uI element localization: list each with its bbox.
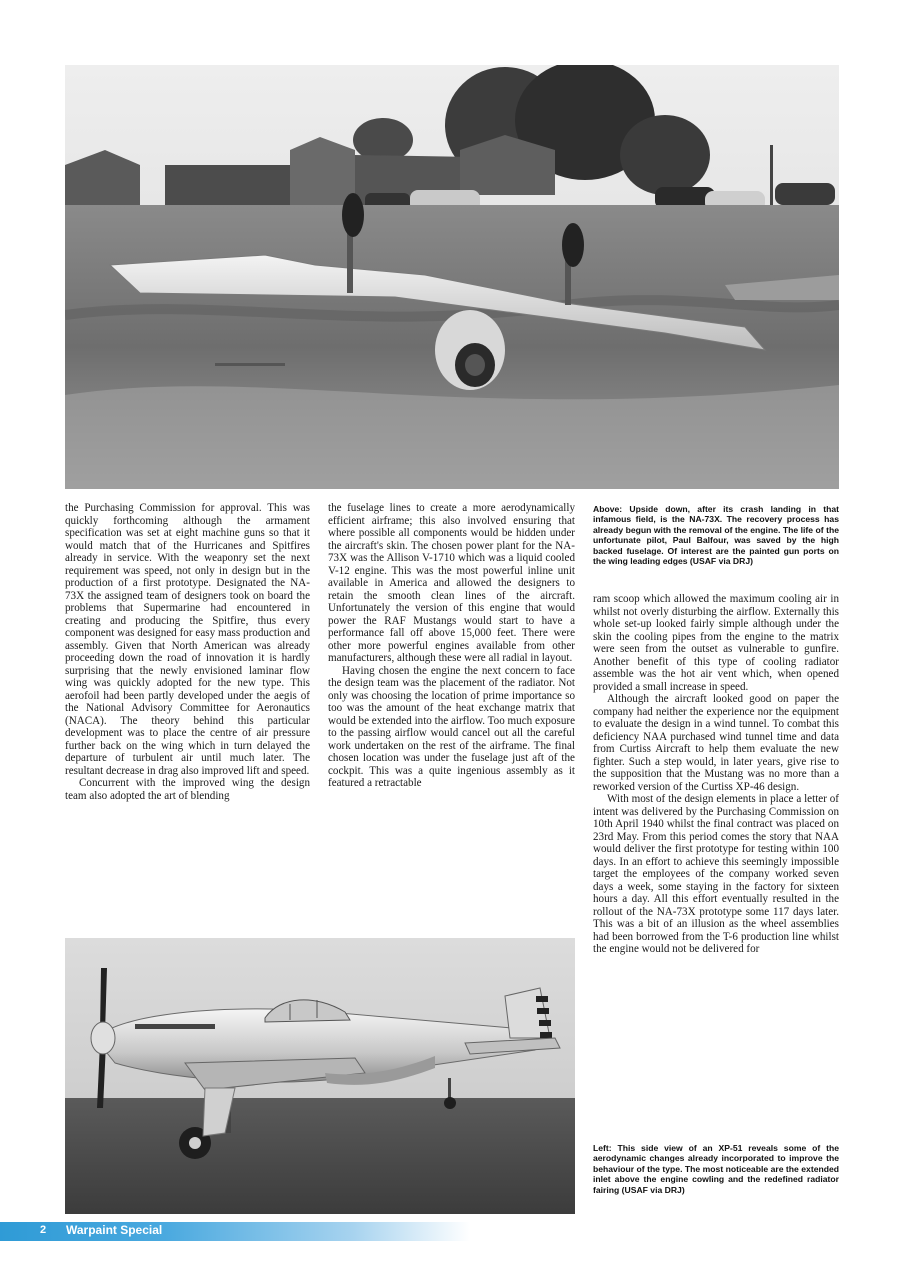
crashed-aircraft-photo [65,65,839,489]
xp-51-side-view-photo [65,938,575,1214]
paragraph: With most of the design elements in place a letter of intent was delivered by the Purchasing Commission on 10th April 1940 whilst the final contract was placed on 23rd May. From this period comes the story that NAA would deliver the first prototype for testing within 100 days. In an effort to achieve this seemingly impossible target the employees of the company worked seven days a week, some staying in the factory for sixteen hours a day. All this effort eventually resulted in the rollout of the NA-73X prototype some 117 days later. This was a bit of an illusion as the wheel assemblies had been borrowed from the T-6 production line whilst the engine would not be delivered for [593,793,839,955]
article-column-1 [65,502,310,802]
paragraph: ram scoop which allowed the maximum cooling air in whilst not overly disturbing the airflow. Externally this whole set-up looked fairly simple although under the skin the cooling pipes from the engine to the matrix were seen from the outset as vulnerable to gunfire. Another benefit of this type of cooling radiator assemble was the hot air vent which, when opened provided a small increase in speed. [593,593,839,693]
photo-caption-above: Above: Upside down, after its crash landing in that infamous field, is the NA-73X. The recovery process has already begun with the removal of the engine. The life of the unfortunate pilot, Paul Balfour, was saved by the high backed fuselage. Of interest are the painted gun ports on the wing leading edges (USAF via DRJ) [593,504,839,567]
paragraph: Concurrent with the improved wing the design team also adopted the art of blending [65,777,310,802]
series-title: Warpaint Special [66,1223,163,1237]
article-column-2 [328,502,575,790]
article-column-3 [593,593,839,956]
photo-caption-left: Left: This side view of an XP-51 reveals some of the aerodynamic changes already incorporated to improve the behaviour of the type. The most noticeable are the extended inlet above the engine cowling and the redefined radiator fairing (USAF via DRJ) [593,1143,839,1195]
paragraph: Having chosen the engine the next concern to face the design team was the placement of the radiator. Not only was choosing the location of prime importance so too was the amount of the heat exchange matrix that would be extended into the airflow. Too much exposure to the passing airflow would cancel out all the careful work undertaken on the rest of the airframe. The final chosen location was under the fuselage just aft of the cockpit. This was a quite ingenious assembly as it featured a retractable [328,664,575,789]
paragraph: the fuselage lines to create a more aerodynamically efficient airframe; this also involved ensuring that where possible all components would be hidden under the aircraft's skin. The chosen power plant for the NA-73X was the Allison V-1710 which was a liquid cooled V-12 engine. This was the most powerful inline unit available in America and allowed the designers to retain the smooth clean lines of the aircraft. Unfortunately the version of this engine that would power the RAF Mustangs would start to have a performance fall off above 15,000 feet. There were other more powerful engines available from other manufacturers, although these were all radial in layout. [328,502,575,664]
paragraph: the Purchasing Commission for approval. This was quickly forthcoming although the armament specification was set at eight machine guns so that it would match that of the Hurricanes and Spitfires already in service. With the weaponry set the next requirement was speed, not only in design but in the production of a first prototype. Designated the NA-73X the assigned team of designers took on board the problems that Supermarine had encountered in creating and producing the Spitfire, thus every component was designed for easy mass production and assembly. Given that North American was already proceeding down the road of innovation it is hardly surprising that the newly envisioned laminar flow wing was quickly adopted for the new type. This aerofoil had been partly developed under the aegis of the National Advisory Committee for Aeronautics (NACA). The theory behind this particular development was to place the centre of air pressure further back on the wing which in turn delayed the departure of turbulent air until much later. The resultant decrease in drag also improved lift and speed. [65,502,310,777]
paragraph: Although the aircraft looked good on paper the company had neither the experience nor the equipment to evaluate the design in a wind tunnel. To combat this deficiency NAA purchased wind tunnel time and data from Curtiss Aircraft to help them evaluate the new fighter. Such a step would, in later years, give rise to the supposition that the Mustang was no more than a reworked version of the Curtiss XP-46 design. [593,693,839,793]
page-number: 2 [40,1224,47,1236]
